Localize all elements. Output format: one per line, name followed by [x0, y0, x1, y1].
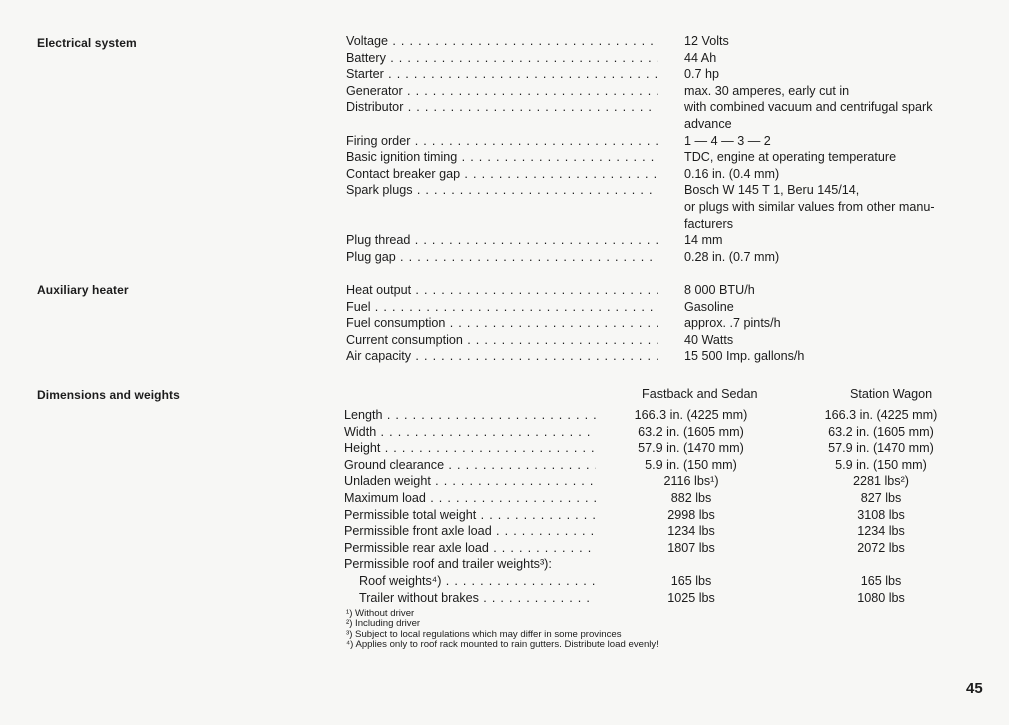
- spec-value: advance: [684, 116, 732, 131]
- dim-value-sedan: 63.2 in. (1605 mm): [638, 424, 744, 439]
- spec-value: facturers: [684, 216, 733, 231]
- dim-value-wagon: 57.9 in. (1470 mm): [828, 441, 934, 456]
- dim-value-sedan: 1807 lbs: [667, 540, 715, 555]
- spec-label: Contact breaker gap . . .: [346, 166, 658, 183]
- dim-value-sedan: 166.3 in. (4225 mm): [634, 408, 748, 422]
- spec-value: 0.28 in. (0.7 mm): [684, 249, 780, 264]
- spec-label: Spark plugs . . .: [346, 182, 658, 199]
- spec-value: max. 30 amperes, early cut in: [684, 83, 850, 98]
- spec-value: 12 Volts: [684, 34, 729, 48]
- spec-label: Generator . . .: [346, 83, 658, 100]
- dim-value-wagon: 1234 lbs: [857, 524, 905, 539]
- spec-value: 0.16 in. (0.4 mm): [684, 166, 780, 181]
- spec-value: 44 Ah: [684, 50, 717, 65]
- dim-value-wagon: 5.9 in. (150 mm): [835, 457, 927, 472]
- dim-label: Length . . .: [344, 407, 596, 424]
- footnote: ⁴) Applies only to roof rack mounted to rain gutters. Distribute load evenly!: [346, 639, 659, 651]
- dim-label: Height . . .: [344, 440, 596, 457]
- footnote: ¹) Without driver: [346, 608, 415, 619]
- dim-label: Permissible rear axle load . . .: [344, 540, 596, 557]
- spec-value: 15 500 Imp. gallons/h: [684, 349, 805, 364]
- dim-value-wagon: 165 lbs: [860, 573, 902, 588]
- dim-value-wagon: 166.3 in. (4225 mm): [824, 408, 938, 422]
- spec-value: 8 000 BTU/h: [684, 283, 755, 297]
- dim-value-wagon: 63.2 in. (1605 mm): [828, 424, 934, 439]
- spec-label: Fuel consumption . . .: [346, 315, 658, 332]
- dim-label: Permissible front axle load . . .: [344, 523, 596, 540]
- dim-value-wagon: 2072 lbs: [857, 540, 905, 555]
- spec-value: Bosch W 145 T 1, Beru 145/14,: [684, 183, 860, 198]
- spec-label: Fuel . . .: [346, 299, 658, 316]
- dim-value-wagon: 827 lbs: [860, 490, 902, 505]
- spec-value: or plugs with similar values from other manu-: [684, 199, 935, 214]
- dim-value-sedan: 2116 lbs¹): [663, 474, 719, 489]
- spec-label: Voltage . . .: [346, 33, 658, 50]
- dim-label: Maximum load . . .: [344, 490, 596, 507]
- spec-label: Heat output . . .: [346, 282, 658, 299]
- spec-value: 1 — 4 — 3 — 2: [684, 133, 771, 148]
- dim-value-sedan: 2998 lbs: [667, 507, 715, 522]
- spec-label: Firing order . . .: [346, 133, 658, 150]
- spec-label: Plug thread . . .: [346, 232, 658, 249]
- spec-label: Air capacity . . .: [346, 348, 658, 365]
- dim-label: Roof weights⁴) . . .: [344, 573, 596, 590]
- spec-label: Battery . . .: [346, 50, 658, 67]
- dim-label: Unladen weight . . .: [344, 473, 596, 490]
- spec-value: TDC, engine at operating temperature: [684, 150, 897, 165]
- spec-label: Distributor . . .: [346, 99, 658, 116]
- dim-value-sedan: 57.9 in. (1470 mm): [638, 441, 744, 456]
- dim-label: Permissible roof and trailer weights³):: [344, 557, 552, 572]
- column-header-fastback-sedan: Fastback and Sedan: [642, 387, 758, 401]
- dim-label: Width . . .: [344, 424, 596, 441]
- page-number: 45: [966, 680, 983, 697]
- section-title-electrical: Electrical system: [37, 36, 137, 50]
- dim-value-sedan: 1234 lbs: [667, 524, 715, 539]
- footnote: ²) Including driver: [346, 618, 421, 630]
- dim-value-sedan: 882 lbs: [670, 490, 712, 505]
- spec-value: 40 Watts: [684, 332, 734, 347]
- column-header-station-wagon: Station Wagon: [850, 387, 933, 401]
- dim-value-wagon: 1080 lbs: [857, 590, 905, 605]
- dim-value-wagon: 3108 lbs: [857, 507, 905, 522]
- spec-label: Plug gap . . .: [346, 249, 658, 266]
- spec-label: Basic ignition timing . . .: [346, 149, 658, 166]
- dim-label: Permissible total weight . . .: [344, 507, 596, 524]
- spec-value: Gasoline: [684, 299, 734, 314]
- dim-value-sedan: 1025 lbs: [667, 590, 715, 605]
- section-title-dimensions: Dimensions and weights: [37, 388, 180, 402]
- spec-value: with combined vacuum and centrifugal spark: [684, 100, 933, 115]
- section-title-heater: Auxiliary heater: [37, 283, 129, 297]
- spec-value: 0.7 hp: [684, 67, 720, 82]
- dim-value-sedan: 5.9 in. (150 mm): [645, 457, 737, 472]
- dim-label: Ground clearance . . .: [344, 457, 596, 474]
- spec-value: 14 mm: [684, 233, 723, 248]
- spec-label: Starter . . .: [346, 66, 658, 83]
- spec-label: Current consumption . . .: [346, 332, 658, 349]
- dim-label: Trailer without brakes . . .: [344, 590, 596, 607]
- dim-value-sedan: 165 lbs: [670, 573, 712, 588]
- spec-value: approx. .7 pints/h: [684, 316, 781, 331]
- footnote: ³) Subject to local regulations which may differ in some provinces: [346, 628, 622, 640]
- footnotes: [346, 609, 659, 651]
- dim-value-wagon: 2281 lbs²): [852, 474, 909, 489]
